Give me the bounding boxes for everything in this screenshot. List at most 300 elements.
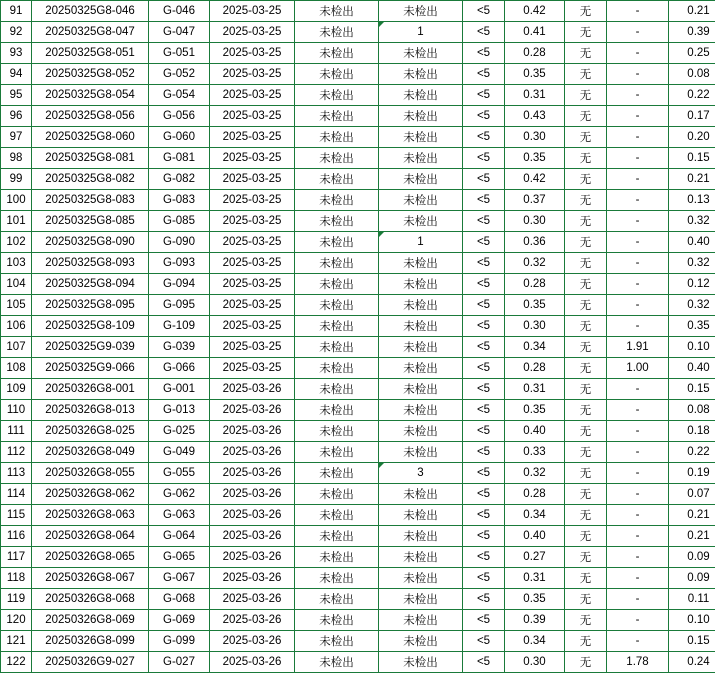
result-b-cell[interactable]: 未检出: [379, 274, 463, 295]
result-e-cell[interactable]: 无: [565, 85, 607, 106]
value-g-cell[interactable]: 0.12: [669, 274, 715, 295]
result-b-cell[interactable]: 未检出: [379, 421, 463, 442]
result-a-cell[interactable]: 未检出: [295, 652, 379, 673]
sample-id-cell[interactable]: 20250325G8-083: [32, 190, 149, 211]
result-b-cell[interactable]: 未检出: [379, 85, 463, 106]
result-c-cell[interactable]: <5: [463, 169, 505, 190]
table-row[interactable]: [1, 463, 715, 484]
value-d-cell[interactable]: 0.40: [505, 526, 565, 547]
table-row[interactable]: [1, 400, 715, 421]
value-g-cell[interactable]: 0.32: [669, 295, 715, 316]
code-cell[interactable]: G-063: [149, 505, 210, 526]
value-d-cell[interactable]: 0.41: [505, 22, 565, 43]
value-g-cell[interactable]: 0.39: [669, 22, 715, 43]
date-cell[interactable]: 2025-03-26: [210, 631, 295, 652]
table-row[interactable]: [1, 442, 715, 463]
table-row[interactable]: [1, 589, 715, 610]
result-b-cell[interactable]: 3: [379, 463, 463, 484]
value-d-cell[interactable]: 0.36: [505, 232, 565, 253]
code-cell[interactable]: G-066: [149, 358, 210, 379]
result-c-cell[interactable]: <5: [463, 43, 505, 64]
table-row[interactable]: [1, 484, 715, 505]
sample-id-cell[interactable]: 20250325G8-109: [32, 316, 149, 337]
result-c-cell[interactable]: <5: [463, 337, 505, 358]
value-f-cell[interactable]: -: [607, 379, 669, 400]
sample-id-cell[interactable]: 20250326G8-013: [32, 400, 149, 421]
result-a-cell[interactable]: 未检出: [295, 127, 379, 148]
code-cell[interactable]: G-081: [149, 148, 210, 169]
sample-id-cell[interactable]: 20250325G8-051: [32, 43, 149, 64]
sample-id-cell[interactable]: 20250325G8-094: [32, 274, 149, 295]
row-index-cell[interactable]: 121: [1, 631, 32, 652]
value-f-cell[interactable]: -: [607, 274, 669, 295]
result-c-cell[interactable]: <5: [463, 526, 505, 547]
result-c-cell[interactable]: <5: [463, 463, 505, 484]
date-cell[interactable]: 2025-03-25: [210, 64, 295, 85]
value-d-cell[interactable]: 0.35: [505, 400, 565, 421]
date-cell[interactable]: 2025-03-25: [210, 232, 295, 253]
result-c-cell[interactable]: <5: [463, 295, 505, 316]
row-index-cell[interactable]: 96: [1, 106, 32, 127]
table-row[interactable]: [1, 526, 715, 547]
value-g-cell[interactable]: 0.32: [669, 253, 715, 274]
result-e-cell[interactable]: 无: [565, 190, 607, 211]
result-c-cell[interactable]: <5: [463, 505, 505, 526]
value-d-cell[interactable]: 0.27: [505, 547, 565, 568]
date-cell[interactable]: 2025-03-25: [210, 127, 295, 148]
row-index-cell[interactable]: 97: [1, 127, 32, 148]
value-f-cell[interactable]: -: [607, 43, 669, 64]
table-row[interactable]: [1, 547, 715, 568]
date-cell[interactable]: 2025-03-25: [210, 316, 295, 337]
value-f-cell[interactable]: -: [607, 400, 669, 421]
result-b-cell[interactable]: 未检出: [379, 211, 463, 232]
date-cell[interactable]: 2025-03-25: [210, 253, 295, 274]
value-g-cell[interactable]: 0.15: [669, 148, 715, 169]
date-cell[interactable]: 2025-03-25: [210, 211, 295, 232]
date-cell[interactable]: 2025-03-25: [210, 169, 295, 190]
date-cell[interactable]: 2025-03-26: [210, 400, 295, 421]
result-b-cell[interactable]: 1: [379, 232, 463, 253]
value-g-cell[interactable]: 0.08: [669, 64, 715, 85]
table-row[interactable]: [1, 652, 715, 673]
table-row[interactable]: [1, 190, 715, 211]
result-e-cell[interactable]: 无: [565, 169, 607, 190]
code-cell[interactable]: G-090: [149, 232, 210, 253]
sample-id-cell[interactable]: 20250325G8-046: [32, 1, 149, 22]
row-index-cell[interactable]: 115: [1, 505, 32, 526]
result-c-cell[interactable]: <5: [463, 631, 505, 652]
date-cell[interactable]: 2025-03-26: [210, 442, 295, 463]
date-cell[interactable]: 2025-03-26: [210, 526, 295, 547]
value-f-cell[interactable]: -: [607, 190, 669, 211]
result-a-cell[interactable]: 未检出: [295, 253, 379, 274]
table-row[interactable]: [1, 64, 715, 85]
result-a-cell[interactable]: 未检出: [295, 400, 379, 421]
value-g-cell[interactable]: 0.10: [669, 610, 715, 631]
date-cell[interactable]: 2025-03-26: [210, 505, 295, 526]
value-g-cell[interactable]: 0.09: [669, 547, 715, 568]
result-e-cell[interactable]: 无: [565, 610, 607, 631]
value-d-cell[interactable]: 0.42: [505, 169, 565, 190]
code-cell[interactable]: G-085: [149, 211, 210, 232]
value-f-cell[interactable]: -: [607, 463, 669, 484]
code-cell[interactable]: G-109: [149, 316, 210, 337]
table-row[interactable]: [1, 421, 715, 442]
result-b-cell[interactable]: 未检出: [379, 295, 463, 316]
row-index-cell[interactable]: 104: [1, 274, 32, 295]
result-b-cell[interactable]: 未检出: [379, 43, 463, 64]
sample-id-cell[interactable]: 20250326G8-099: [32, 631, 149, 652]
result-c-cell[interactable]: <5: [463, 316, 505, 337]
code-cell[interactable]: G-056: [149, 106, 210, 127]
result-b-cell[interactable]: 未检出: [379, 631, 463, 652]
value-d-cell[interactable]: 0.34: [505, 337, 565, 358]
date-cell[interactable]: 2025-03-25: [210, 85, 295, 106]
table-row[interactable]: [1, 358, 715, 379]
result-e-cell[interactable]: 无: [565, 652, 607, 673]
value-g-cell[interactable]: 0.21: [669, 505, 715, 526]
table-row[interactable]: [1, 43, 715, 64]
sample-id-cell[interactable]: 20250326G8-062: [32, 484, 149, 505]
row-index-cell[interactable]: 106: [1, 316, 32, 337]
code-cell[interactable]: G-095: [149, 295, 210, 316]
value-d-cell[interactable]: 0.28: [505, 358, 565, 379]
sample-id-cell[interactable]: 20250326G8-065: [32, 547, 149, 568]
result-e-cell[interactable]: 无: [565, 484, 607, 505]
value-g-cell[interactable]: 0.08: [669, 400, 715, 421]
sample-id-cell[interactable]: 20250326G8-068: [32, 589, 149, 610]
result-b-cell[interactable]: 未检出: [379, 547, 463, 568]
sample-id-cell[interactable]: 20250325G8-090: [32, 232, 149, 253]
date-cell[interactable]: 2025-03-25: [210, 190, 295, 211]
code-cell[interactable]: G-047: [149, 22, 210, 43]
value-d-cell[interactable]: 0.31: [505, 379, 565, 400]
table-row[interactable]: [1, 127, 715, 148]
table-row[interactable]: [1, 505, 715, 526]
sample-id-cell[interactable]: 20250326G8-067: [32, 568, 149, 589]
row-index-cell[interactable]: 100: [1, 190, 32, 211]
value-d-cell[interactable]: 0.32: [505, 463, 565, 484]
code-cell[interactable]: G-083: [149, 190, 210, 211]
result-c-cell[interactable]: <5: [463, 484, 505, 505]
date-cell[interactable]: 2025-03-26: [210, 610, 295, 631]
value-g-cell[interactable]: 0.09: [669, 568, 715, 589]
date-cell[interactable]: 2025-03-25: [210, 148, 295, 169]
result-b-cell[interactable]: 未检出: [379, 568, 463, 589]
value-d-cell[interactable]: 0.30: [505, 127, 565, 148]
result-c-cell[interactable]: <5: [463, 22, 505, 43]
value-d-cell[interactable]: 0.42: [505, 1, 565, 22]
value-d-cell[interactable]: 0.30: [505, 316, 565, 337]
date-cell[interactable]: 2025-03-25: [210, 1, 295, 22]
result-e-cell[interactable]: 无: [565, 463, 607, 484]
result-c-cell[interactable]: <5: [463, 379, 505, 400]
value-g-cell[interactable]: 0.24: [669, 652, 715, 673]
code-cell[interactable]: G-013: [149, 400, 210, 421]
date-cell[interactable]: 2025-03-26: [210, 568, 295, 589]
result-b-cell[interactable]: 未检出: [379, 358, 463, 379]
code-cell[interactable]: G-046: [149, 1, 210, 22]
sample-id-cell[interactable]: 20250326G8-055: [32, 463, 149, 484]
value-f-cell[interactable]: -: [607, 505, 669, 526]
result-c-cell[interactable]: <5: [463, 190, 505, 211]
table-row[interactable]: [1, 106, 715, 127]
result-e-cell[interactable]: 无: [565, 106, 607, 127]
value-d-cell[interactable]: 0.28: [505, 484, 565, 505]
date-cell[interactable]: 2025-03-26: [210, 379, 295, 400]
row-index-cell[interactable]: 120: [1, 610, 32, 631]
code-cell[interactable]: G-067: [149, 568, 210, 589]
value-f-cell[interactable]: -: [607, 589, 669, 610]
code-cell[interactable]: G-062: [149, 484, 210, 505]
value-g-cell[interactable]: 0.20: [669, 127, 715, 148]
value-d-cell[interactable]: 0.43: [505, 106, 565, 127]
table-row[interactable]: [1, 211, 715, 232]
result-a-cell[interactable]: 未检出: [295, 379, 379, 400]
value-d-cell[interactable]: 0.30: [505, 652, 565, 673]
row-index-cell[interactable]: 91: [1, 1, 32, 22]
code-cell[interactable]: G-027: [149, 652, 210, 673]
result-a-cell[interactable]: 未检出: [295, 22, 379, 43]
result-a-cell[interactable]: 未检出: [295, 232, 379, 253]
result-c-cell[interactable]: <5: [463, 421, 505, 442]
result-b-cell[interactable]: 未检出: [379, 316, 463, 337]
row-index-cell[interactable]: 92: [1, 22, 32, 43]
value-g-cell[interactable]: 0.18: [669, 421, 715, 442]
sample-id-cell[interactable]: 20250325G8-082: [32, 169, 149, 190]
value-g-cell[interactable]: 0.10: [669, 337, 715, 358]
result-e-cell[interactable]: 无: [565, 127, 607, 148]
value-f-cell[interactable]: -: [607, 211, 669, 232]
date-cell[interactable]: 2025-03-26: [210, 421, 295, 442]
table-row[interactable]: [1, 1, 715, 22]
value-g-cell[interactable]: 0.25: [669, 43, 715, 64]
value-f-cell[interactable]: -: [607, 547, 669, 568]
sample-id-cell[interactable]: 20250325G9-039: [32, 337, 149, 358]
result-a-cell[interactable]: 未检出: [295, 295, 379, 316]
result-a-cell[interactable]: 未检出: [295, 64, 379, 85]
value-d-cell[interactable]: 0.31: [505, 85, 565, 106]
code-cell[interactable]: G-025: [149, 421, 210, 442]
result-e-cell[interactable]: 无: [565, 295, 607, 316]
result-e-cell[interactable]: 无: [565, 337, 607, 358]
result-b-cell[interactable]: 未检出: [379, 505, 463, 526]
value-d-cell[interactable]: 0.35: [505, 589, 565, 610]
result-c-cell[interactable]: <5: [463, 442, 505, 463]
code-cell[interactable]: G-068: [149, 589, 210, 610]
code-cell[interactable]: G-055: [149, 463, 210, 484]
table-row[interactable]: [1, 253, 715, 274]
result-b-cell[interactable]: 未检出: [379, 148, 463, 169]
code-cell[interactable]: G-039: [149, 337, 210, 358]
result-c-cell[interactable]: <5: [463, 127, 505, 148]
result-c-cell[interactable]: <5: [463, 106, 505, 127]
value-f-cell[interactable]: -: [607, 442, 669, 463]
code-cell[interactable]: G-069: [149, 610, 210, 631]
result-b-cell[interactable]: 未检出: [379, 106, 463, 127]
value-f-cell[interactable]: 1.00: [607, 358, 669, 379]
table-row[interactable]: [1, 22, 715, 43]
row-index-cell[interactable]: 95: [1, 85, 32, 106]
result-a-cell[interactable]: 未检出: [295, 211, 379, 232]
result-b-cell[interactable]: 未检出: [379, 442, 463, 463]
row-index-cell[interactable]: 108: [1, 358, 32, 379]
result-a-cell[interactable]: 未检出: [295, 589, 379, 610]
sample-id-cell[interactable]: 20250325G8-052: [32, 64, 149, 85]
result-b-cell[interactable]: 未检出: [379, 190, 463, 211]
sample-id-cell[interactable]: 20250325G8-047: [32, 22, 149, 43]
result-c-cell[interactable]: <5: [463, 148, 505, 169]
value-f-cell[interactable]: -: [607, 568, 669, 589]
value-f-cell[interactable]: -: [607, 64, 669, 85]
date-cell[interactable]: 2025-03-26: [210, 652, 295, 673]
value-f-cell[interactable]: -: [607, 232, 669, 253]
row-index-cell[interactable]: 99: [1, 169, 32, 190]
value-d-cell[interactable]: 0.28: [505, 274, 565, 295]
table-row[interactable]: [1, 274, 715, 295]
result-e-cell[interactable]: 无: [565, 442, 607, 463]
value-g-cell[interactable]: 0.15: [669, 631, 715, 652]
date-cell[interactable]: 2025-03-25: [210, 22, 295, 43]
row-index-cell[interactable]: 109: [1, 379, 32, 400]
result-e-cell[interactable]: 无: [565, 148, 607, 169]
value-f-cell[interactable]: -: [607, 295, 669, 316]
result-e-cell[interactable]: 无: [565, 64, 607, 85]
row-index-cell[interactable]: 110: [1, 400, 32, 421]
result-e-cell[interactable]: 无: [565, 589, 607, 610]
date-cell[interactable]: 2025-03-25: [210, 43, 295, 64]
table-row[interactable]: [1, 85, 715, 106]
result-e-cell[interactable]: 无: [565, 22, 607, 43]
result-a-cell[interactable]: 未检出: [295, 547, 379, 568]
row-index-cell[interactable]: 101: [1, 211, 32, 232]
result-a-cell[interactable]: 未检出: [295, 505, 379, 526]
result-b-cell[interactable]: 未检出: [379, 610, 463, 631]
row-index-cell[interactable]: 93: [1, 43, 32, 64]
code-cell[interactable]: G-099: [149, 631, 210, 652]
date-cell[interactable]: 2025-03-25: [210, 295, 295, 316]
value-f-cell[interactable]: -: [607, 127, 669, 148]
value-f-cell[interactable]: -: [607, 526, 669, 547]
value-d-cell[interactable]: 0.33: [505, 442, 565, 463]
value-g-cell[interactable]: 0.07: [669, 484, 715, 505]
value-f-cell[interactable]: -: [607, 316, 669, 337]
result-a-cell[interactable]: 未检出: [295, 85, 379, 106]
value-f-cell[interactable]: -: [607, 421, 669, 442]
value-f-cell[interactable]: -: [607, 610, 669, 631]
sample-id-cell[interactable]: 20250325G8-093: [32, 253, 149, 274]
result-e-cell[interactable]: 无: [565, 1, 607, 22]
result-a-cell[interactable]: 未检出: [295, 148, 379, 169]
result-b-cell[interactable]: 未检出: [379, 589, 463, 610]
value-d-cell[interactable]: 0.28: [505, 43, 565, 64]
value-f-cell[interactable]: 1.91: [607, 337, 669, 358]
result-c-cell[interactable]: <5: [463, 400, 505, 421]
result-c-cell[interactable]: <5: [463, 652, 505, 673]
value-g-cell[interactable]: 0.22: [669, 442, 715, 463]
code-cell[interactable]: G-001: [149, 379, 210, 400]
date-cell[interactable]: 2025-03-25: [210, 106, 295, 127]
row-index-cell[interactable]: 122: [1, 652, 32, 673]
value-g-cell[interactable]: 0.40: [669, 232, 715, 253]
sample-id-cell[interactable]: 20250326G8-001: [32, 379, 149, 400]
value-g-cell[interactable]: 0.15: [669, 379, 715, 400]
value-g-cell[interactable]: 0.19: [669, 463, 715, 484]
code-cell[interactable]: G-094: [149, 274, 210, 295]
value-d-cell[interactable]: 0.35: [505, 148, 565, 169]
result-e-cell[interactable]: 无: [565, 232, 607, 253]
result-e-cell[interactable]: 无: [565, 379, 607, 400]
sample-id-cell[interactable]: 20250325G8-081: [32, 148, 149, 169]
result-e-cell[interactable]: 无: [565, 358, 607, 379]
value-f-cell[interactable]: -: [607, 106, 669, 127]
result-c-cell[interactable]: <5: [463, 211, 505, 232]
value-f-cell[interactable]: -: [607, 253, 669, 274]
sample-id-cell[interactable]: 20250325G9-066: [32, 358, 149, 379]
result-b-cell[interactable]: 未检出: [379, 400, 463, 421]
value-g-cell[interactable]: 0.17: [669, 106, 715, 127]
result-b-cell[interactable]: 未检出: [379, 127, 463, 148]
result-a-cell[interactable]: 未检出: [295, 484, 379, 505]
row-index-cell[interactable]: 105: [1, 295, 32, 316]
result-b-cell[interactable]: 未检出: [379, 169, 463, 190]
sample-id-cell[interactable]: 20250326G8-025: [32, 421, 149, 442]
date-cell[interactable]: 2025-03-25: [210, 358, 295, 379]
row-index-cell[interactable]: 94: [1, 64, 32, 85]
value-f-cell[interactable]: -: [607, 22, 669, 43]
table-row[interactable]: [1, 316, 715, 337]
result-c-cell[interactable]: <5: [463, 85, 505, 106]
value-g-cell[interactable]: 0.21: [669, 526, 715, 547]
result-e-cell[interactable]: 无: [565, 568, 607, 589]
code-cell[interactable]: G-049: [149, 442, 210, 463]
table-row[interactable]: [1, 232, 715, 253]
date-cell[interactable]: 2025-03-26: [210, 547, 295, 568]
value-d-cell[interactable]: 0.37: [505, 190, 565, 211]
value-g-cell[interactable]: 0.11: [669, 589, 715, 610]
date-cell[interactable]: 2025-03-26: [210, 589, 295, 610]
code-cell[interactable]: G-065: [149, 547, 210, 568]
value-g-cell[interactable]: 0.32: [669, 211, 715, 232]
value-d-cell[interactable]: 0.35: [505, 64, 565, 85]
value-f-cell[interactable]: -: [607, 1, 669, 22]
result-c-cell[interactable]: <5: [463, 253, 505, 274]
table-row[interactable]: [1, 379, 715, 400]
table-row[interactable]: [1, 295, 715, 316]
value-g-cell[interactable]: 0.40: [669, 358, 715, 379]
sample-id-cell[interactable]: 20250325G8-054: [32, 85, 149, 106]
code-cell[interactable]: G-093: [149, 253, 210, 274]
result-e-cell[interactable]: 无: [565, 253, 607, 274]
sample-id-cell[interactable]: 20250325G8-085: [32, 211, 149, 232]
value-f-cell[interactable]: -: [607, 148, 669, 169]
code-cell[interactable]: G-054: [149, 85, 210, 106]
result-e-cell[interactable]: 无: [565, 211, 607, 232]
code-cell[interactable]: G-060: [149, 127, 210, 148]
result-b-cell[interactable]: 未检出: [379, 484, 463, 505]
row-index-cell[interactable]: 119: [1, 589, 32, 610]
result-a-cell[interactable]: 未检出: [295, 421, 379, 442]
row-index-cell[interactable]: 118: [1, 568, 32, 589]
value-f-cell[interactable]: -: [607, 484, 669, 505]
value-d-cell[interactable]: 0.34: [505, 631, 565, 652]
sample-id-cell[interactable]: 20250326G8-069: [32, 610, 149, 631]
result-a-cell[interactable]: 未检出: [295, 274, 379, 295]
value-d-cell[interactable]: 0.35: [505, 295, 565, 316]
result-a-cell[interactable]: 未检出: [295, 568, 379, 589]
code-cell[interactable]: G-052: [149, 64, 210, 85]
